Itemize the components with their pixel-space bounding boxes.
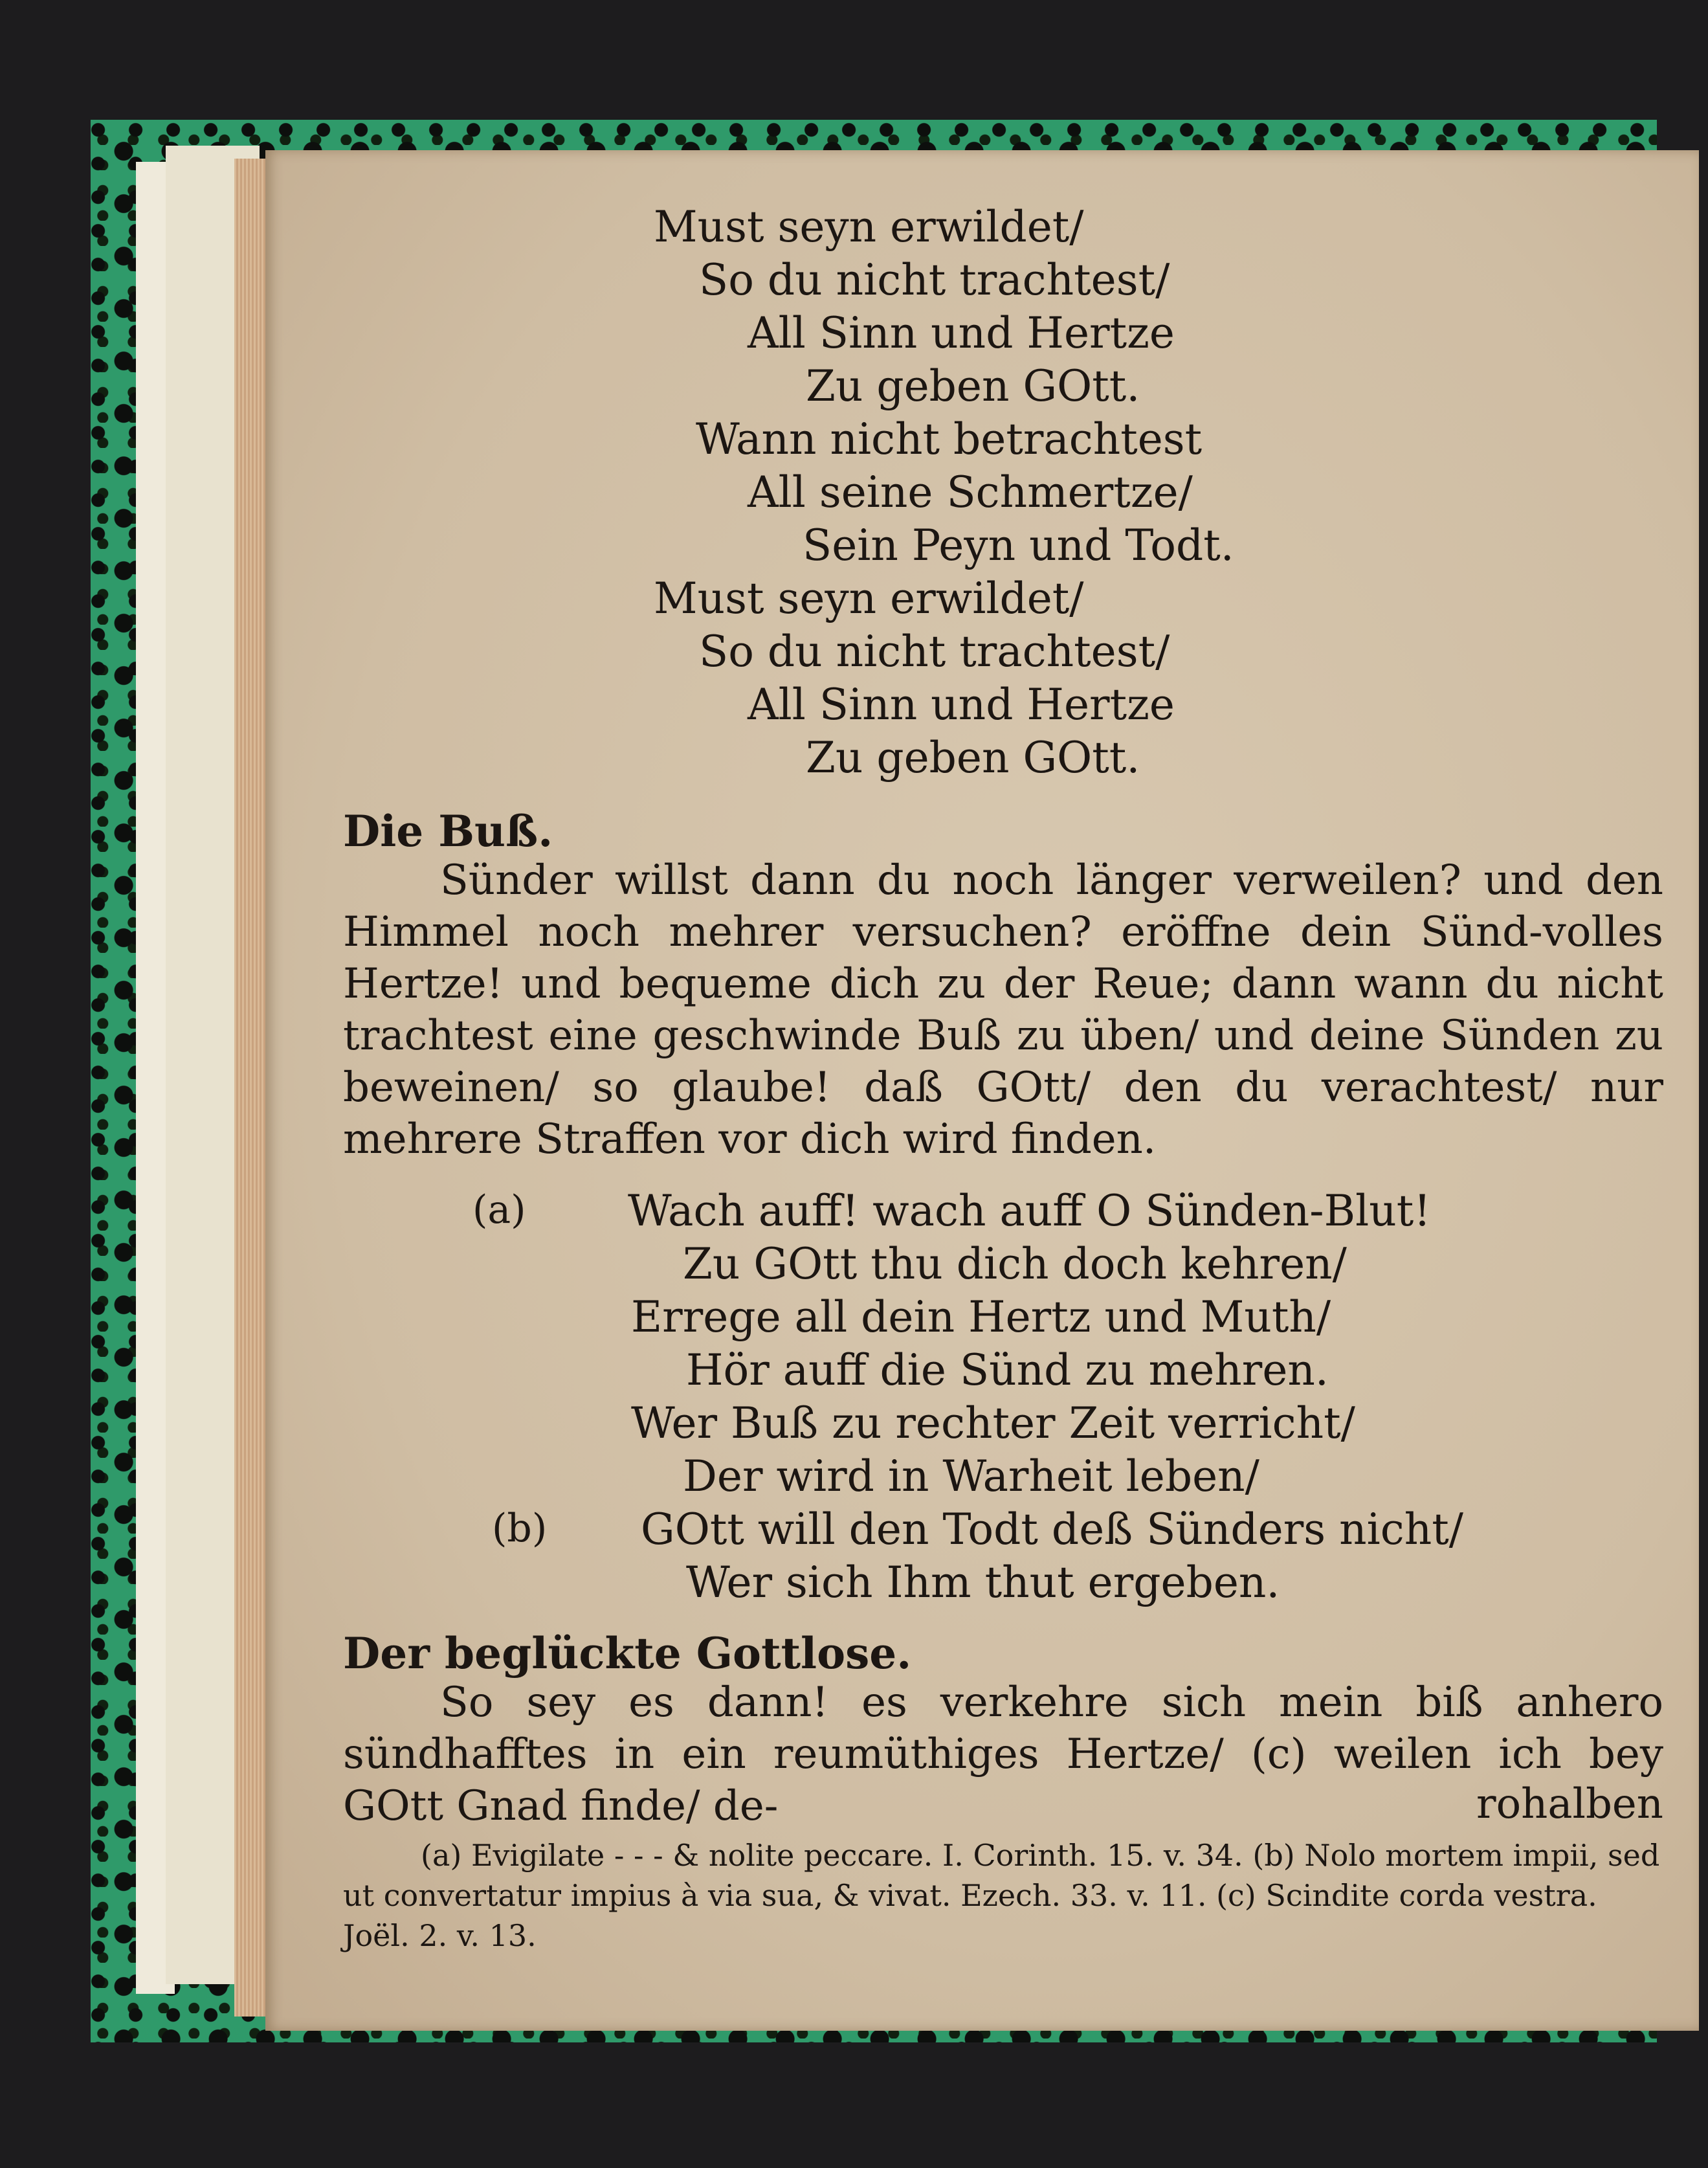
verse-line: GOtt will den Todt deß Sünders nicht/ xyxy=(641,1504,1463,1554)
verse-line: So du nicht trachtest/ xyxy=(699,255,1170,305)
paragraph: Sünder willst dann du noch länger verweilen? und den Himmel noch mehrer versuchen? eröffne dein Sünd-volles Hertze! und bequeme dich zu der Reue; dann wann du nicht trachtest eine geschwinde Buß zu üben/ und deine Sünden zu beweinen/ so glaube! daß GOtt/ den du verachtest/ nur mehrere Straffen vor dich wird finden. xyxy=(343,856,1663,1163)
verse-line: Wann nicht betrachtest xyxy=(696,414,1203,464)
verse-line: Wer sich Ihm thut ergeben. xyxy=(686,1558,1280,1607)
verse-line: Must seyn erwildet/ xyxy=(654,202,1084,252)
verse-line: Errege all dein Hertz und Muth/ xyxy=(631,1292,1331,1342)
verse-line: Wach auff! wach auff O Sünden-Blut! xyxy=(628,1186,1431,1236)
footnotes: (a) Evigilate - - - & nolite peccare. I. Corinth. 15. v. 34. (b) Nolo mortem impii, sed ut convertatur impius à via sua, & vivat. Ezech. 33. v. 11. (c) Scindite corda vestra. Joël. 2. v. 13. xyxy=(343,1838,1660,1953)
catchword: rohalben xyxy=(1476,1780,1663,1828)
footnote-mark: (a) xyxy=(472,1187,526,1233)
section-heading: Der beglückte Gottlose. xyxy=(343,1628,912,1679)
verse-line: Sein Peyn und Todt. xyxy=(803,520,1234,570)
verse-line: Wer Buß zu rechter Zeit verricht/ xyxy=(631,1398,1355,1448)
verse-line: Zu GOtt thu dich doch kehren/ xyxy=(683,1239,1347,1289)
verse-line: Zu geben GOtt. xyxy=(806,733,1140,783)
verse-line: So du nicht trachtest/ xyxy=(699,627,1170,676)
paragraph: So sey es dann! es verkehre sich mein biß anhero sündhafftes in ein reumüthiges Hertze/ (c) weilen ich bey GOtt Gnad finde/ de- xyxy=(343,1679,1663,1830)
page-text xyxy=(343,201,1670,1953)
verse-line: Must seyn erwildet/ xyxy=(654,574,1084,623)
verse-line: Der wird in Warheit leben/ xyxy=(683,1451,1259,1501)
section-heading: Die Buß. xyxy=(343,806,553,856)
footnote-mark: (b) xyxy=(492,1506,548,1551)
verse-line: Hör auff die Sünd zu mehren. xyxy=(686,1345,1329,1395)
verse-line: All Sinn und Hertze xyxy=(748,680,1175,730)
verse-line: All Sinn und Hertze xyxy=(748,308,1175,358)
verse-line: All seine Schmertze/ xyxy=(748,467,1193,517)
verse-line: Zu geben GOtt. xyxy=(806,361,1140,411)
